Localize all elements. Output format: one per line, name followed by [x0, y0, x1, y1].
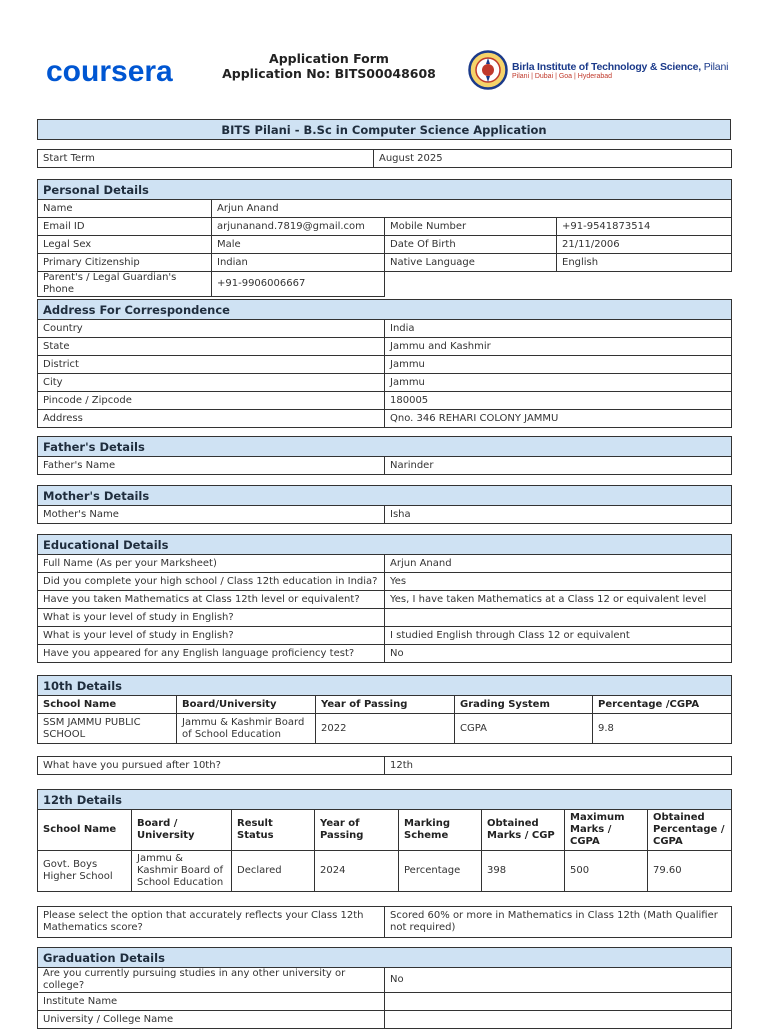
section-heading: Educational Details [38, 535, 732, 555]
field-value: +91-9541873514 [557, 218, 732, 236]
field-label: University / College Name [38, 1011, 385, 1029]
table-cell: 9.8 [593, 714, 732, 744]
table-row [38, 392, 732, 410]
field-value: Yes, I have taken Mathematics at a Class 12 or equivalent level [385, 591, 732, 609]
twelfth-details-table [37, 789, 732, 892]
table-cell: Declared [232, 851, 315, 892]
table-row [38, 591, 732, 609]
column-header: Percentage /CGPA [593, 696, 732, 714]
table-row [38, 338, 732, 356]
table-cell: 79.60 [648, 851, 732, 892]
column-header: Board / University [132, 810, 232, 851]
application-title-table [37, 119, 731, 140]
table-row [38, 410, 732, 428]
table-row [38, 320, 732, 338]
column-header: Marking Scheme [399, 810, 482, 851]
field-label: What have you pursued after 10th? [38, 757, 385, 775]
field-value: Yes [385, 573, 732, 591]
table-row [38, 555, 732, 573]
graduation-details-table [37, 947, 732, 1029]
field-label: Country [38, 320, 385, 338]
bits-campuses: Pilani | Dubai | Goa | Hyderabad [512, 73, 613, 80]
column-header: Board/University [177, 696, 316, 714]
table-row [38, 573, 732, 591]
section-heading: 10th Details [38, 676, 732, 696]
table-row [38, 993, 732, 1011]
table-row [38, 150, 732, 168]
field-value: Jammu and Kashmir [385, 338, 732, 356]
table-row [38, 645, 732, 663]
field-label: Full Name (As per your Marksheet) [38, 555, 385, 573]
field-value: India [385, 320, 732, 338]
column-header: Year of Passing [315, 810, 399, 851]
field-label: What is your level of study in English? [38, 609, 385, 627]
table-row [38, 457, 732, 475]
table-cell: Percentage [399, 851, 482, 892]
field-value: No [385, 645, 732, 663]
field-value: Scored 60% or more in Mathematics in Class 12th (Math Qualifier not required) [385, 907, 732, 938]
field-value [385, 609, 732, 627]
table-cell: 2024 [315, 851, 399, 892]
column-header: Maximum Marks / CGPA [565, 810, 648, 851]
field-value: +91-9906006667 [212, 272, 385, 297]
field-label: City [38, 374, 385, 392]
field-label: Have you appeared for any English language proficiency test? [38, 645, 385, 663]
personal-details-table [37, 179, 732, 297]
section-heading: Mother's Details [38, 486, 732, 506]
application-number: Application No: BITS00048608 [222, 66, 436, 81]
field-value: Jammu [385, 374, 732, 392]
section-heading: Father's Details [38, 437, 732, 457]
column-header: Grading System [455, 696, 593, 714]
table-cell: 398 [482, 851, 565, 892]
bits-name-light: Pilani [701, 61, 729, 73]
field-value [385, 993, 732, 1011]
field-value: Arjun Anand [385, 555, 732, 573]
field-value: Isha [385, 506, 732, 524]
column-header: Obtained Percentage / CGPA [648, 810, 732, 851]
field-label: Are you currently pursuing studies in any other university or college? [38, 968, 385, 993]
field-label: Mother's Name [38, 506, 385, 524]
column-header: School Name [38, 696, 177, 714]
field-label: Email ID [38, 218, 212, 236]
field-value: I studied English through Class 12 or equivalent [385, 627, 732, 645]
column-header: Year of Passing [316, 696, 455, 714]
start-term-table [37, 149, 732, 168]
table-row [38, 851, 732, 892]
table-row [38, 356, 732, 374]
table-row [38, 907, 732, 938]
after-tenth-table [37, 756, 732, 775]
section-heading: 12th Details [38, 790, 732, 810]
field-label: What is your level of study in English? [38, 627, 385, 645]
field-value [385, 1011, 732, 1029]
address-table [37, 299, 732, 428]
math-score-table [37, 906, 732, 938]
bits-seal-icon [468, 50, 508, 90]
table-cell: Jammu & Kashmir Board of School Education [177, 714, 316, 744]
table-header-row [38, 810, 732, 851]
field-label: Address [38, 410, 385, 428]
table-cell: SSM JAMMU PUBLIC SCHOOL [38, 714, 177, 744]
field-label: Have you taken Mathematics at Class 12th level or equivalent? [38, 591, 385, 609]
table-row [38, 236, 732, 254]
table-row [38, 714, 732, 744]
empty-cell [385, 272, 732, 297]
section-heading: Graduation Details [38, 948, 732, 968]
field-value: Jammu [385, 356, 732, 374]
column-header: School Name [38, 810, 132, 851]
table-row [38, 627, 732, 645]
table-cell: 2022 [316, 714, 455, 744]
field-label: Legal Sex [38, 236, 212, 254]
field-value: 180005 [385, 392, 732, 410]
field-value: arjunanand.7819@gmail.com [212, 218, 385, 236]
field-label: Father's Name [38, 457, 385, 475]
field-label: Institute Name [38, 993, 385, 1011]
table-row [38, 506, 732, 524]
field-label: Mobile Number [385, 218, 557, 236]
table-row [38, 272, 732, 297]
page-header [0, 0, 768, 110]
section-heading: Personal Details [38, 180, 732, 200]
field-label: Name [38, 200, 212, 218]
table-row [38, 968, 732, 993]
field-label: Parent's / Legal Guardian's Phone [38, 272, 212, 297]
field-label: District [38, 356, 385, 374]
field-label: Pincode / Zipcode [38, 392, 385, 410]
table-row [38, 254, 732, 272]
field-label: Primary Citizenship [38, 254, 212, 272]
table-cell: CGPA [455, 714, 593, 744]
table-row [38, 200, 732, 218]
form-title: Application Form [269, 51, 389, 66]
table-cell: Govt. Boys Higher School [38, 851, 132, 892]
table-cell: 500 [565, 851, 648, 892]
field-value: Narinder [385, 457, 732, 475]
field-value: 21/11/2006 [557, 236, 732, 254]
field-label: State [38, 338, 385, 356]
father-details-table [37, 436, 732, 475]
field-value: Male [212, 236, 385, 254]
coursera-logo: coursera [46, 55, 173, 88]
field-label: Please select the option that accurately reflects your Class 12th Mathematics score? [38, 907, 385, 938]
table-cell: Jammu & Kashmir Board of School Education [132, 851, 232, 892]
table-row [38, 218, 732, 236]
table-row [38, 1011, 732, 1029]
field-value: 12th [385, 757, 732, 775]
section-heading: Address For Correspondence [38, 300, 732, 320]
table-row [38, 609, 732, 627]
table-row [38, 374, 732, 392]
bits-logo [468, 50, 738, 94]
field-label: Date Of Birth [385, 236, 557, 254]
field-value: Qno. 346 REHARI COLONY JAMMU [385, 410, 732, 428]
tenth-details-table [37, 675, 732, 744]
field-label: Native Language [385, 254, 557, 272]
field-value: No [385, 968, 732, 993]
column-header: Result Status [232, 810, 315, 851]
bits-institute-name [512, 61, 728, 73]
field-value: Indian [212, 254, 385, 272]
form-title-block [200, 51, 458, 81]
field-label: Start Term [38, 150, 374, 168]
field-value: English [557, 254, 732, 272]
field-label: Did you complete your high school / Class 12th education in India? [38, 573, 385, 591]
table-row [38, 757, 732, 775]
application-title: BITS Pilani - B.Sc in Computer Science Application [38, 120, 731, 140]
column-header: Obtained Marks / CGP [482, 810, 565, 851]
field-value: Arjun Anand [212, 200, 732, 218]
table-header-row [38, 696, 732, 714]
mother-details-table [37, 485, 732, 524]
bits-name-bold: Birla Institute of Technology & Science, [512, 61, 702, 73]
field-value: August 2025 [374, 150, 732, 168]
educational-details-table [37, 534, 732, 663]
